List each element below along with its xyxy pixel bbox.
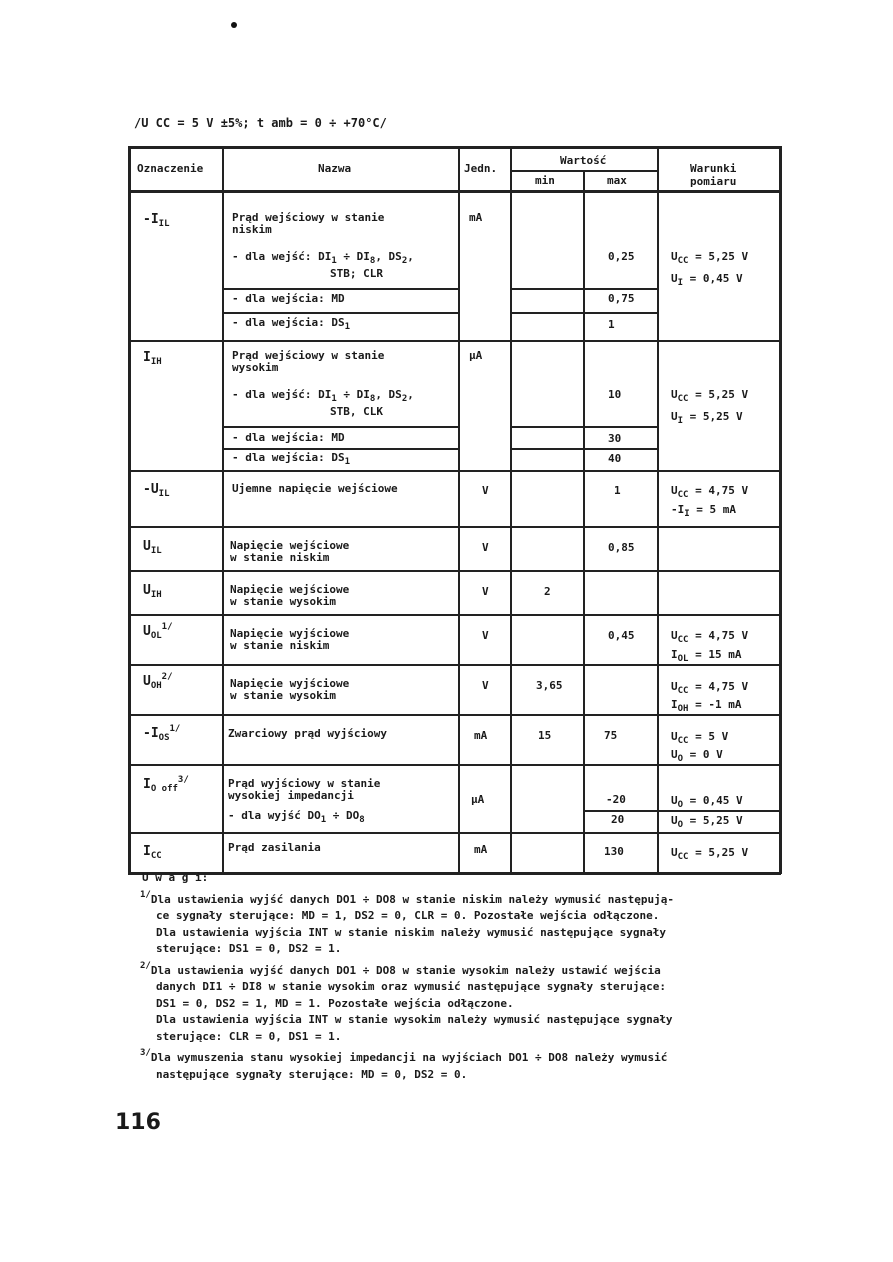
note-3-line-2: następujące sygnały sterujące: MD = 0, DS2 = 0. <box>156 1067 468 1081</box>
header-value: Wartość <box>560 154 607 167</box>
symbol-uol: $U_{OL}^{1/}$ <box>143 622 173 641</box>
symbol-ios: $-I_{OS}^{1/}$ <box>143 724 181 743</box>
symbol-ioff: $I_{O off}^{3/}$ <box>143 775 189 794</box>
unit-uil-neg: V <box>482 484 489 497</box>
iil-sub1: - dla wejść: $DI_1 \div DI_8$, $DS_2$, <box>232 250 414 266</box>
unit-ioff: µA <box>471 793 485 806</box>
iih-sub1-line2: STB, CLK <box>330 405 383 418</box>
uoh-cond-1: $U_{CC} = 4,75$ V <box>671 680 749 696</box>
name-iil-2: niskim <box>232 223 272 236</box>
iil-sub1-max: 0,25 <box>608 250 635 263</box>
uil-neg-cond-2: $-I_I = 5$ mA <box>671 503 737 519</box>
note-1-line-4: sterujące: DS1 = 0, DS2 = 1. <box>156 942 342 955</box>
ioff-cond-1: $U_O = 0,45$ V <box>671 794 743 810</box>
name-iil-1: Prąd wejściowy w stanie <box>232 211 385 224</box>
notes-title: U w a g i: <box>142 871 209 884</box>
iih-sub1-max: 10 <box>608 388 622 401</box>
name-uol-2: w stanie niskim <box>230 639 330 652</box>
ios-cond-2: $U_O = 0$ V <box>671 748 723 764</box>
note-2-line-5: sterujące: CLR = 0, DS1 = 1. <box>156 1029 342 1043</box>
iih-sub3: - dla wejścia: $DS_1$ <box>232 451 351 467</box>
header-unit: Jedn. <box>464 162 498 175</box>
iih-sub3-max: 40 <box>608 452 622 465</box>
max-ioff-1: -20 <box>606 793 626 806</box>
name-uil-2: w stanie niskim <box>230 551 330 564</box>
name-uol-1: Napięcie wyjściowe <box>230 627 350 640</box>
name-ios: Zwarciowy prąd wyjściowy <box>228 727 387 740</box>
note-2-line-1: $^{2/}$Dla ustawienia wyjść danych DO1 ÷ DO8 w stanie wysokim należy ustawić wejścia <box>140 960 661 977</box>
header-symbol: Oznaczenie <box>137 162 204 175</box>
name-uih-2: w stanie wysokim <box>230 595 336 608</box>
iih-sub1: - dla wejść: $DI_1 \div DI_8$, $DS_2$, <box>232 388 414 404</box>
iil-cond-2: $U_I = 0,45$ V <box>671 272 743 288</box>
name-uih-1: Napięcie wejściowe <box>230 583 350 596</box>
name-ioff-1: Prąd wyjściowy w stanie <box>228 777 381 790</box>
iil-sub2-max: 0,75 <box>608 292 635 305</box>
min-uih: 2 <box>544 585 551 598</box>
uoh-cond-2: $I_{OH} = -1$ mA <box>671 698 742 714</box>
ioff-cond-2: $U_O = 5,25$ V <box>671 814 743 830</box>
iil-sub2: - dla wejścia: MD <box>232 292 345 305</box>
iil-cond-1: $U_{CC} = 5,25$ V <box>671 250 749 266</box>
iil-sub1-line2: STB; CLR <box>330 267 383 280</box>
name-ioff-2: wysokiej impedancji <box>228 789 354 802</box>
unit-uih: V <box>482 585 489 598</box>
symbol-iil: $-I_{IL}$ <box>143 212 170 229</box>
ios-cond-1: $U_{CC} = 5$ V <box>671 730 729 746</box>
iih-sub2-max: 30 <box>608 432 622 445</box>
note-3-line-1: $^{3/}$Dla wymuszenia stanu wysokiej impedancji na wyjściach DO1 ÷ DO8 należy wymusić <box>140 1048 668 1064</box>
icc-cond-1: $U_{CC} = 5,25$ V <box>671 846 749 862</box>
symbol-uil-neg: $-U_{IL}$ <box>143 482 170 499</box>
uol-cond-2: $I_{OL} = 15$ mA <box>671 648 742 664</box>
note-2-line-3: DS1 = 0, DS2 = 1, MD = 1. Pozostałe wejścia odłączone. <box>156 996 514 1010</box>
header-name: Nazwa <box>318 162 352 175</box>
iil-sub3-max: 1 <box>608 318 615 331</box>
name-icc: Prąd zasilania <box>228 841 321 854</box>
note-2-line-4: Dla ustawienia wyjścia INT w stanie wysokim należy wymusić następujące sygnały <box>156 1013 673 1026</box>
name-uil-neg: Ujemne napięcie wejściowe <box>232 482 398 495</box>
iih-cond-1: $U_{CC} = 5,25$ V <box>671 388 749 404</box>
unit-iil: mA <box>469 211 483 224</box>
iih-sub2: - dla wejścia: MD <box>232 431 345 444</box>
name-uoh-2: w stanie wysokim <box>230 689 336 702</box>
speck-mark <box>231 22 237 28</box>
symbol-uih: $U_{IH}$ <box>143 583 162 600</box>
iih-cond-2: $U_I = 5,25$ V <box>671 410 743 426</box>
name-uil-1: Napięcie wejściowe <box>230 539 350 552</box>
unit-uil: V <box>482 541 489 554</box>
note-1-line-1: $^{1/}$Dla ustawienia wyjść danych DO1 ÷ DO8 w stanie niskim należy wymusić następują- <box>140 889 675 906</box>
notes-section <box>142 870 674 1083</box>
unit-iih: µA <box>469 349 483 362</box>
max-ioff-2: 20 <box>611 813 625 826</box>
iil-sub3: - dla wejścia: $DS_1$ <box>232 316 351 332</box>
max-uil-neg: 1 <box>614 484 621 497</box>
unit-icc: mA <box>474 843 488 856</box>
unit-uoh: V <box>482 679 489 692</box>
header-min: min <box>535 174 555 187</box>
header-max: max <box>607 174 627 187</box>
page-number: 116 <box>115 1110 161 1135</box>
name-ioff-3: - dla wyjść $DO_1 \div DO_8$ <box>228 809 365 825</box>
symbol-icc: $I_{CC}$ <box>143 844 162 861</box>
unit-uol: V <box>482 629 489 642</box>
max-ios: 75 <box>604 729 618 742</box>
max-icc: 130 <box>604 845 624 858</box>
conditions-header: /U CC = 5 V ±5%; t amb = 0 ÷ +70°C/ <box>134 116 387 130</box>
min-ios: 15 <box>538 729 552 742</box>
name-iih-1: Prąd wejściowy w stanie <box>232 349 385 362</box>
unit-ios: mA <box>474 729 488 742</box>
max-uil: 0,85 <box>608 541 635 554</box>
header-cond-2: pomiaru <box>690 175 737 188</box>
note-2-line-2: danych DI1 ÷ DI8 w stanie wysokim oraz wymusić następujące sygnały sterujące: <box>156 980 666 993</box>
uol-cond-1: $U_{CC} = 4,75$ V <box>671 629 749 645</box>
name-iih-2: wysokim <box>232 361 279 374</box>
max-uol: 0,45 <box>608 629 635 642</box>
uil-neg-cond-1: $U_{CC} = 4,75$ V <box>671 484 749 500</box>
note-1-line-2: ce sygnały sterujące: MD = 1, DS2 = 0, CLR = 0. Pozostałe wejścia odłączone. <box>156 909 660 922</box>
min-uoh: 3,65 <box>536 679 563 692</box>
note-1-line-3: Dla ustawienia wyjścia INT w stanie niskim należy wymusić następujące sygnały <box>156 925 666 939</box>
symbol-uoh: $U_{OH}^{2/}$ <box>143 672 173 691</box>
header-cond-1: Warunki <box>690 162 737 175</box>
symbol-iih: $I_{IH}$ <box>143 350 162 367</box>
name-uoh-1: Napięcie wyjściowe <box>230 677 350 690</box>
symbol-uil: $U_{IL}$ <box>143 539 162 556</box>
